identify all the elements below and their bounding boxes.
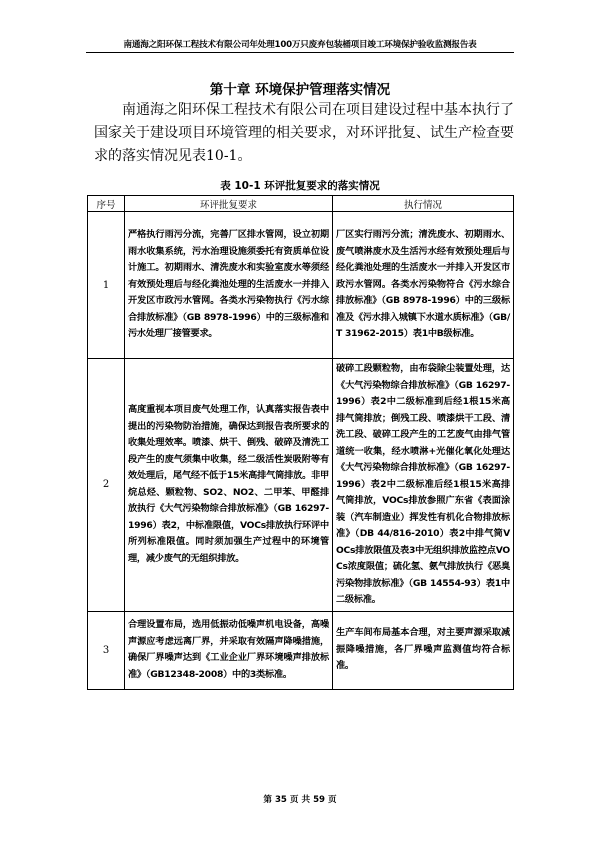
status-cell: 破碎工段颗粒物，由布袋除尘装置处理，达《大气污染物综合排放标准》（GB 16297-1996）表2中二级标准到后经1根15米高排气筒排放；倒残工段、喷漆烘干工段、清洗工段、破碎工段产生的工艺废气由排气管道统一收集，经水喷淋+光催化氧化处理达《大气污染物综合排放标准》（GB 16297-1996）表2中二级标准后经1根15米高排气筒排放，VOCs排放参照广东省《表面涂装（汽车制造业）挥发性有机化合物排放标准》（DB 44/816-2010）表2中排气筒VOCs排放限值及表3中无组织排放监控点VOCs浓度限值；硫化氢、氨气排放执行《恶臭污染物排放标准》（GB 14554-93）表1中二级标准。 (333, 359, 514, 612)
row-number: 3 (88, 611, 125, 689)
page-number: 第 35 页 共 59 页 (263, 795, 337, 805)
table-header-row (88, 196, 514, 212)
table-row (88, 212, 514, 359)
intro-paragraph: 南通海之阳环保工程技术有限公司在项目建设过程中基本执行了国家关于建设项目环境管理的相关要求，对环评批复、试生产检查要求的落实情况见表10-1。 (94, 102, 514, 164)
header-divider (86, 52, 514, 53)
requirement-cell: 严格执行雨污分流，完善厂区排水管网，设立初期雨水收集系统，污水治理设施须委托有资质单位设计施工。初期雨水、清洗废水和实验室废水等须经有效预处理后与经化粪池处理的生活废水一并排入开发区市政污水管网。各类水污染物执行《污水综合排放标准》（GB 8978-1996）中的三级标准和污水处理厂接管要求。 (125, 212, 333, 359)
compliance-table (87, 195, 514, 690)
header-status: 执行情况 (333, 196, 514, 212)
table-caption: 表 10-1 环评批复要求的落实情况 (220, 180, 380, 192)
table-row (88, 359, 514, 612)
status-cell: 厂区实行雨污分流；清洗废水、初期雨水、废气喷淋废水及生活污水经有效预处理后与经化粪池处理的生活废水一并排入开发区市政污水管网。各类水污染物符合《污水综合排放标准》（GB 8978-1996）中的三级标准及《污水排入城镇下水道水质标准》（GB/T 31962-2015）表1中B级标准。 (333, 212, 514, 359)
requirement-cell: 高度重视本项目废气处理工作，认真落实报告表中提出的污染物防治措施，确保达到报告表所要求的收集处理效率。喷漆、烘干、倒残、破碎及清洗工段产生的废气须集中收集，经二级活性炭吸附等有效处理后，尾气经不低于15米高排气筒排放。非甲烷总烃、颗粒物、SO2、NO2、二甲苯、甲醛排放执行《大气污染物综合排放标准》（GB 16297-1996）表2，中标准限值，VOCs排放执行环评中所列标准限值。同时须加强生产过程中的环境管理，减少废气的无组织排放。 (125, 359, 333, 612)
table-row (88, 611, 514, 689)
requirement-cell: 合理设置布局，选用低振动低噪声机电设备，高噪声源应考虑远离厂界，并采取有效隔声降噪措施，确保厂界噪声达到《工业企业厂界环境噪声排放标准》（GB12348-2008）中的3类标准。 (125, 611, 333, 689)
header-requirement: 环评批复要求 (125, 196, 333, 212)
status-cell: 生产车间布局基本合理，对主要声源采取减振降噪措施，各厂界噪声监测值均符合标准。 (333, 611, 514, 689)
report-header: 南通海之阳环保工程技术有限公司年处理100万只废弃包装桶项目竣工环境保护验收监测报告表 (123, 40, 477, 50)
row-number: 2 (88, 359, 125, 612)
header-no: 序号 (88, 196, 125, 212)
chapter-title: 第十章 环境保护管理落实情况 (209, 82, 391, 98)
row-number: 1 (88, 212, 125, 359)
